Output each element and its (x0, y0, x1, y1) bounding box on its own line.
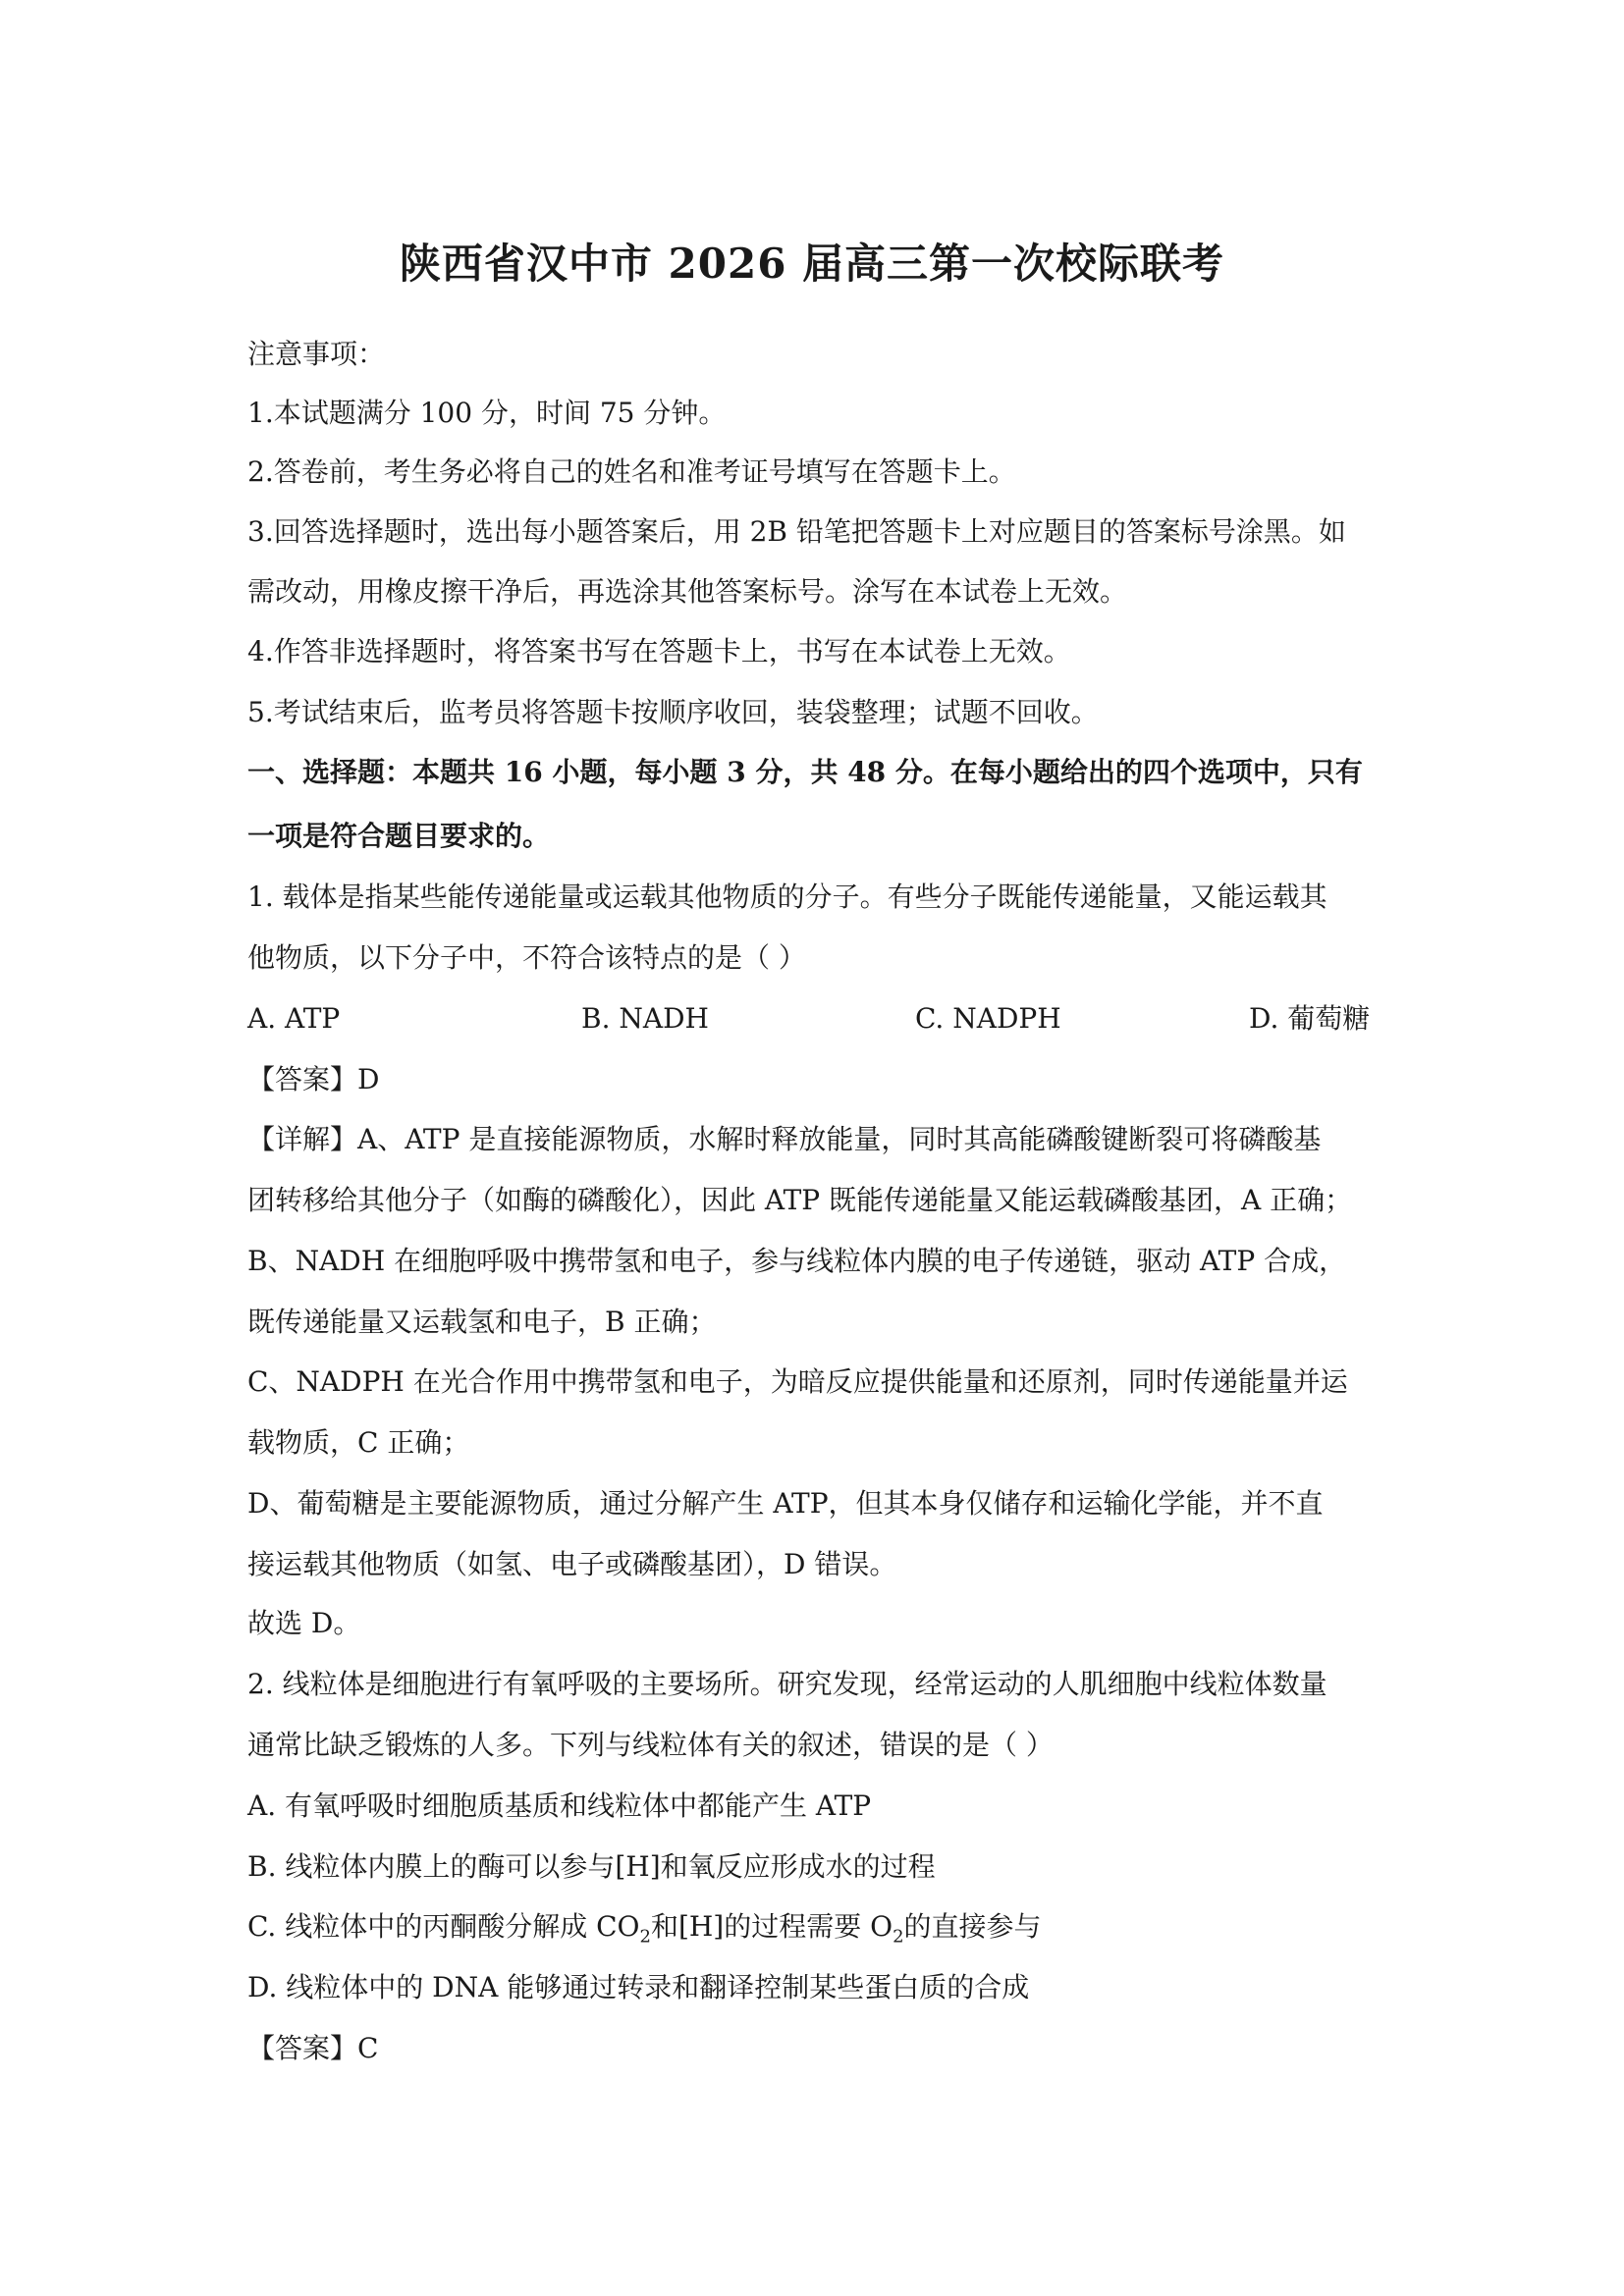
q1-stem-line1: 1. 载体是指某些能传递能量或运载其他物质的分子。有些分子既能传递能量，又能运载其 (247, 881, 1327, 913)
q1-detail-line: 【详解】A、ATP 是直接能源物质，水解时释放能量，同时其高能磷酸键断裂可将磷酸基 (247, 1123, 1322, 1155)
q1-option-a: A. ATP (247, 1002, 341, 1035)
q1-detail-line: C、NADPH 在光合作用中携带氢和电子，为暗反应提供能量和还原剂，同时传递能量并运 (247, 1365, 1348, 1398)
q2-option-d: D. 线粒体中的 DNA 能够通过转录和翻译控制某些蛋白质的合成 (247, 1971, 1030, 2003)
subscript: 2 (639, 1926, 651, 1948)
q1-detail-line: 接运载其他物质（如氢、电子或磷酸基团），D 错误。 (247, 1548, 897, 1580)
note-item: 3.回答选择题时，选出每小题答案后，用 2B 铅笔把答题卡上对应题目的答案标号涂黑。如 (247, 515, 1346, 548)
note-item: 2.答卷前，考生务必将自己的姓名和准考证号填写在答题卡上。 (247, 455, 1016, 488)
section-heading-line1: 一、选择题：本题共 16 小题，每小题 3 分，共 48 分。在每小题给出的四个选项中，只有 (247, 756, 1363, 788)
q1-option-c: C. NADPH (915, 1002, 1061, 1035)
note-item: 4.作答非选择题时，将答案书写在答题卡上，书写在本试卷上无效。 (247, 635, 1071, 667)
q1-detail-line: 载物质，C 正确； (247, 1426, 470, 1459)
notes-heading: 注意事项： (247, 338, 386, 370)
q2-option-c-part3: 的直接参与 (903, 1910, 1042, 1943)
q1-detail-line: D、葡萄糖是主要能源物质，通过分解产生 ATP，但其本身仅储存和运输化学能，并不直 (247, 1487, 1324, 1520)
q2-option-a: A. 有氧呼吸时细胞质基质和线粒体中都能产生 ATP (247, 1789, 872, 1822)
section-heading-line2: 一项是符合题目要求的。 (247, 820, 551, 852)
q1-stem-line2: 他物质，以下分子中，不符合该特点的是（ ） (247, 941, 806, 974)
note-item: 1.本试题满分 100 分，时间 75 分钟。 (247, 397, 727, 429)
note-item: 需改动，用橡皮擦干净后，再选涂其他答案标号。涂写在本试卷上无效。 (247, 575, 1128, 608)
q1-option-d: D. 葡萄糖 (1249, 1002, 1371, 1035)
q2-answer: 【答案】C (247, 2032, 379, 2064)
q1-detail-line: 既传递能量又运载氢和电子，B 正确； (247, 1306, 717, 1338)
note-item: 5.考试结束后，监考员将答题卡按顺序收回，装袋整理；试题不回收。 (247, 696, 1099, 728)
q2-stem-line2: 通常比缺乏锻炼的人多。下列与线粒体有关的叙述，错误的是（ ） (247, 1729, 1054, 1761)
q1-option-b: B. NADH (581, 1002, 709, 1035)
q2-option-c-part2: 和[H]的过程需要 O (650, 1910, 893, 1943)
q1-conclusion: 故选 D。 (247, 1607, 361, 1639)
q2-option-c (247, 1907, 1386, 1957)
q1-detail-line: B、NADH 在细胞呼吸中携带氢和电子，参与线粒体内膜的电子传递链，驱动 ATP 合成， (247, 1245, 1347, 1277)
q1-detail-line: 团转移给其他分子（如酶的磷酸化），因此 ATP 既能传递能量又能运载磷酸基团，A 正确； (247, 1184, 1353, 1216)
q1-answer: 【答案】D (247, 1063, 380, 1095)
q2-stem-line1: 2. 线粒体是细胞进行有氧呼吸的主要场所。研究发现，经常运动的人肌细胞中线粒体数量 (247, 1668, 1327, 1700)
page-title: 陕西省汉中市 2026 届高三第一次校际联考 (399, 240, 1225, 288)
q2-option-b: B. 线粒体内膜上的酶可以参与[H]和氧反应形成水的过程 (247, 1850, 936, 1883)
q2-option-c-part1: C. 线粒体中的丙酮酸分解成 CO (247, 1910, 640, 1943)
subscript: 2 (893, 1926, 904, 1948)
